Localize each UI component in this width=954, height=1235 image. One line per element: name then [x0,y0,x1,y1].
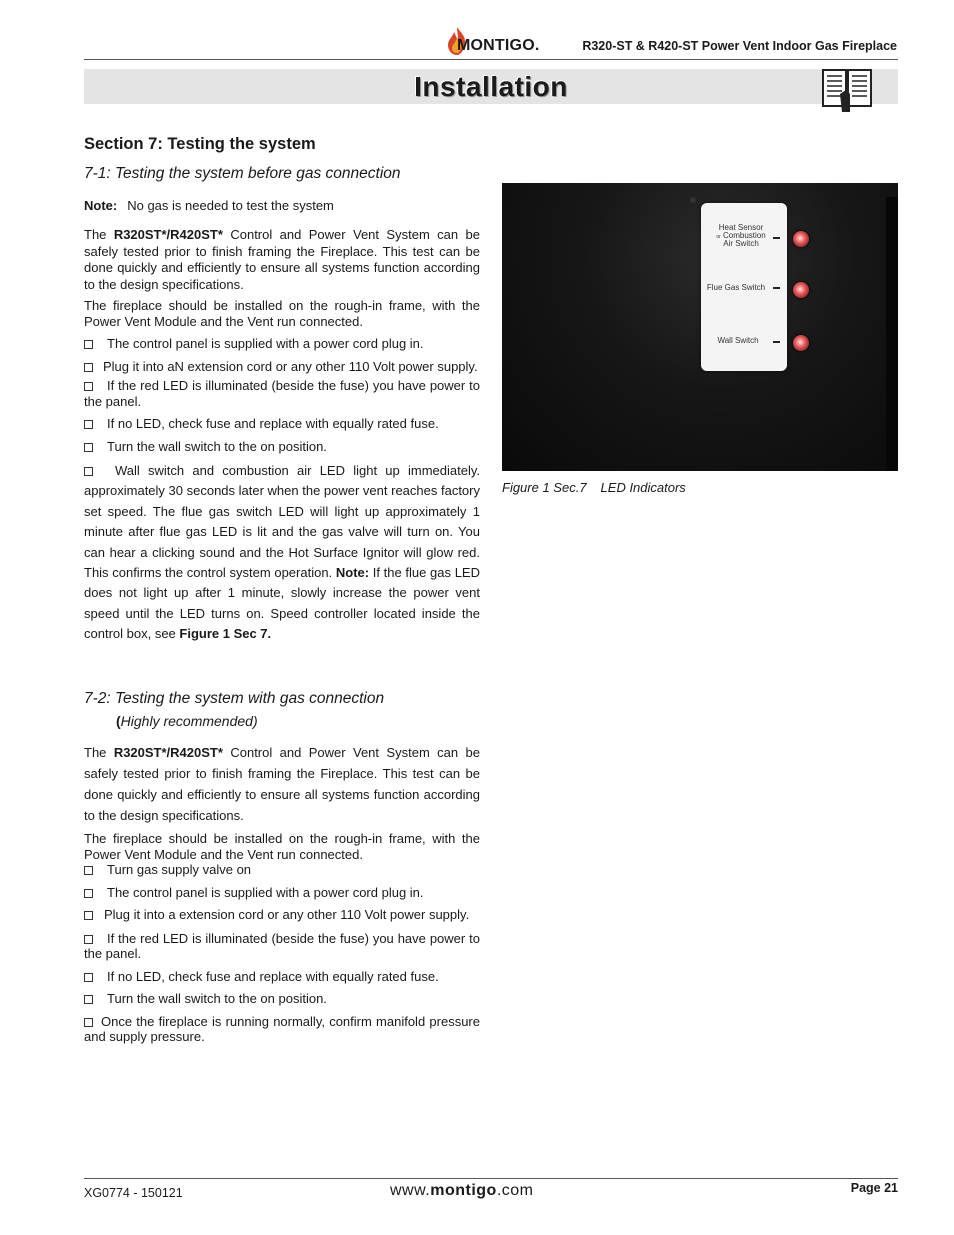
url-brand: montigo [430,1182,497,1199]
section-title: Section 7: Testing the system [84,135,316,153]
list-item [84,907,480,923]
square-bullet-icon [84,889,93,898]
list-item [84,969,480,985]
footer-divider [84,1178,898,1179]
website-url[interactable] [390,1182,534,1200]
paragraph: The fireplace should be installed on the rough-in frame, with the Power Vent Module and the Vent run connected. [84,298,480,329]
label-panel [701,203,787,371]
list-item-text: Turn the wall switch to the on position. [107,991,327,1006]
model-number: R320ST*/R420ST* [113,745,223,760]
text: Wall switch and combustion air LED light up immediately. approximately 30 seconds later when the power vent reaches factory set speed. The flue gas switch LED will light up approximately 1 minute after flue gas LED is lit and the gas valve will turn on. You can hear a clicking sound and the Hot Surface Ignitor will glow red. This confirms the control system operation. [84,463,480,581]
chapter-title: Installation [414,71,568,102]
square-bullet-icon [84,995,93,1004]
indicator-line [773,341,780,343]
label-heat-sensor: Heat Sensor [718,223,764,232]
note-label: Note: [335,565,370,581]
square-bullet-icon [84,973,93,982]
screw-hole [690,197,696,203]
list-item-text: Plug it into a extension cord or any other 110 Volt power supply. [104,907,470,922]
list-item [84,991,480,1007]
square-bullet-icon [84,420,93,429]
square-bullet-icon [84,467,93,476]
header-divider [84,59,898,60]
document-title: R320-ST & R420-ST Power Vent Indoor Gas Fireplace [582,39,897,53]
note-text: No gas is needed to test the system [127,198,334,213]
figure-reference: Figure 1 Sec 7. [179,626,272,642]
figure-number: Figure 1 Sec.7 [502,480,587,495]
list-item [84,461,480,645]
subsection-title-7-1: 7-1: Testing the system before gas connection [84,165,401,182]
indicator-line [773,237,780,239]
square-bullet-icon [84,1018,93,1027]
photo-background [502,183,898,471]
square-bullet-icon [84,911,93,920]
figure-title: LED Indicators [600,480,686,495]
text: If the flue gas LED does not light up after 1 minute, slowly increase the power vent speed until the LED turns on. Speed controller located inside the control box, see [84,565,480,642]
document-code: XG0774 - 150121 [84,1186,183,1200]
square-bullet-icon [84,866,93,875]
label-or: or [716,234,721,240]
list-item [84,862,480,878]
list-item-text: The control panel is supplied with a power cord plug in. [107,884,424,900]
label-flue-gas-switch: Flue Gas Switch [706,283,766,292]
text: Control and Power Vent System can be safely tested prior to finish framing the Fireplace. This test can be done quickly and efficiently to ensure all systems function according to the design specifications. [84,227,481,292]
photo-edge [886,197,898,471]
led-indicator-photo [502,183,898,471]
list-item-text: If the red LED is illuminated (beside the fuse) you have power to the panel. [84,378,480,409]
brand-name: MONTIGO. [457,37,540,54]
chapter-banner [84,69,898,104]
montigo-logo [445,26,545,56]
subsection-title-7-2: 7-2: Testing the system with gas connection [84,690,385,707]
list-item-text: If no LED, check fuse and replace with equally rated fuse. [107,968,439,984]
text: The [84,745,114,760]
figure-caption [502,480,686,495]
list-item-text: Once the fireplace is running normally, confirm manifold pressure and supply pressure. [84,1013,480,1044]
label-combustion-text: Combustion [723,231,766,240]
heat-sensor-led [793,231,809,247]
text: Control and Power Vent System can be safely tested prior to finish framing the Fireplace. This test can be done quickly and efficiently to ensure all systems function according to the design specifications. [84,745,481,823]
manual-book-icon [820,64,874,114]
list-item [84,885,480,901]
note-label: Note: [84,198,118,213]
list-item [84,439,480,455]
page-number: Page 21 [850,1181,898,1195]
square-bullet-icon [84,382,93,391]
paragraph [84,742,480,826]
list-item [84,1014,480,1045]
list-item-text: Plug it into aN extension cord or any other 110 Volt power supply. [103,358,478,374]
list-item [84,359,480,375]
flue-gas-led [793,282,809,298]
paren: ( [116,713,121,729]
square-bullet-icon [84,443,93,452]
list-item [84,931,480,962]
note [84,198,334,213]
square-bullet-icon [84,340,93,349]
recommendation-note [116,713,258,729]
wall-switch-led [793,335,809,351]
label-air-switch: Air Switch [723,239,759,248]
note-text: Highly recommended) [120,713,258,729]
list-item-text: If the red LED is illuminated (beside the fuse) you have power to the panel. [84,930,480,961]
paragraph [84,227,480,293]
list-item [84,336,480,352]
list-item [84,378,480,409]
text: The [84,227,114,242]
list-item-text: Turn the wall switch to the on position. [107,438,327,454]
square-bullet-icon [84,935,93,944]
label-wall-switch: Wall Switch [717,336,759,345]
list-item-text: If no LED, check fuse and replace with equally rated fuse. [107,416,439,431]
part2-body [84,742,480,1045]
url-prefix: www. [390,1182,431,1199]
model-number: R320ST*/R420ST* [113,227,223,242]
url-suffix: .com [496,1182,534,1199]
paragraph: The fireplace should be installed on the rough-in frame, with the Power Vent Module and the Vent run connected. [84,831,480,862]
list-item [84,416,480,432]
list-item-text: The control panel is supplied with a power cord plug in. [107,336,424,351]
list-item-text: Turn gas supply valve on [107,862,252,877]
square-bullet-icon [84,363,93,372]
indicator-line [773,287,780,289]
part1-body [84,227,480,645]
